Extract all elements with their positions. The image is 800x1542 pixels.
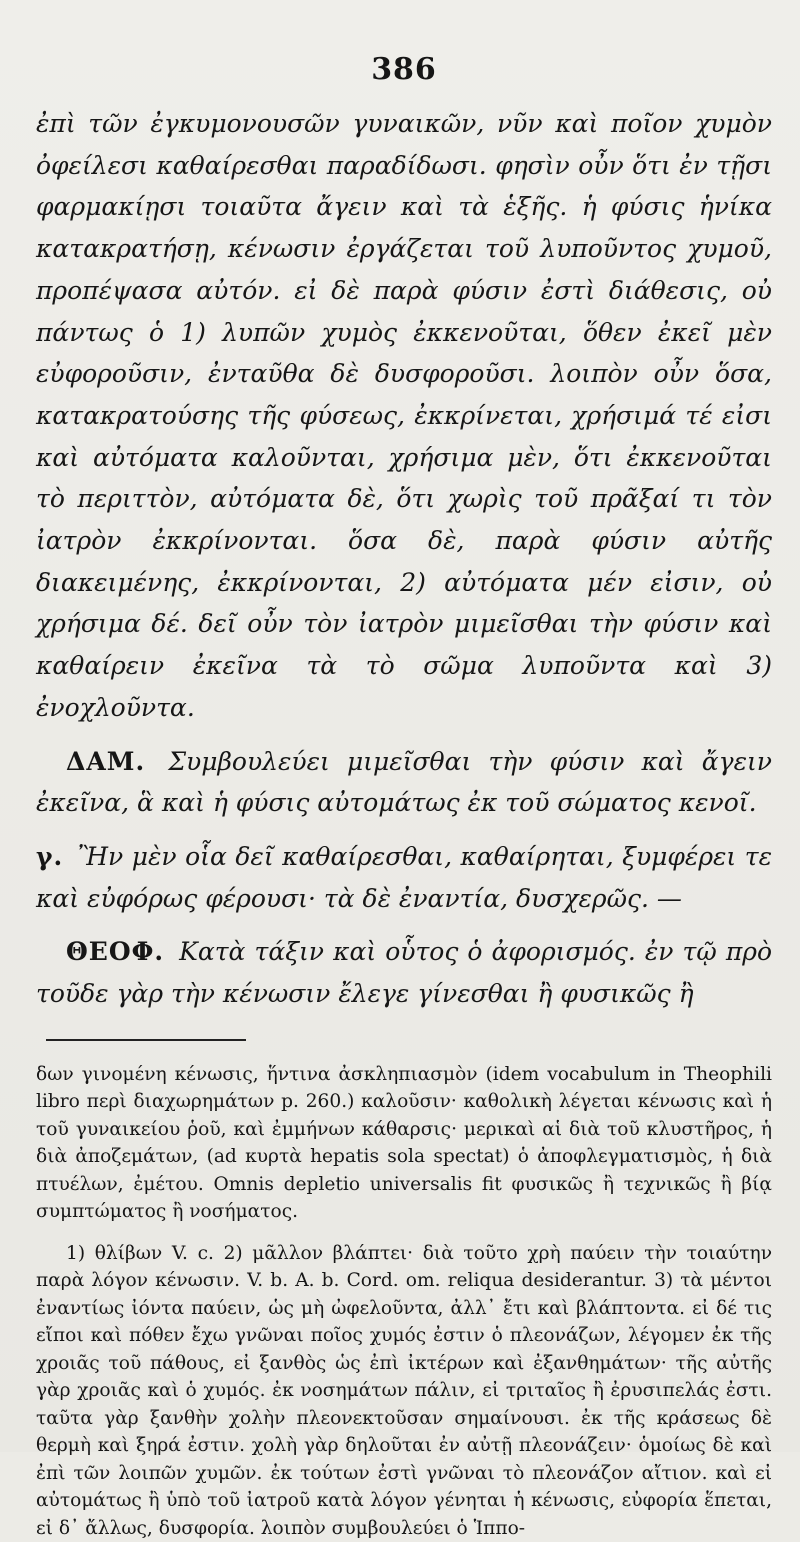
damascius-paragraph	[36, 741, 772, 824]
aphorism-label: γ.	[36, 841, 64, 871]
footnotes	[36, 1061, 772, 1542]
footnote-divider	[46, 1039, 246, 1041]
aphorism-paragraph	[36, 836, 772, 919]
speaker-label: ΘΕΟΦ.	[66, 937, 165, 967]
speaker-label: ΔΑΜ.	[66, 746, 146, 776]
paragraph-text: Συμβουλεύει μιμεῖσθαι τὴν φύσιν καὶ ἄγειν ἐκεῖνα, ἃ καὶ ἡ φύσις αὐτομάτως ἐκ τοῦ σώματος κενοῖ.	[36, 746, 772, 818]
aphorism-text: Ἢν μὲν οἷα δεῖ καθαίρεσθαι, καθαίρηται, ξυμφέρει τε καὶ εὐφόρως φέρουσι· τὰ δὲ ἐναντία, δυσχερῶς. —	[36, 841, 772, 913]
paragraph-text: Κατὰ τάξιν καὶ οὗτος ὁ ἀφορισμός. ἐν τῷ πρὸ τοῦδε γὰρ τὴν κένωσιν ἔλεγε γίνεσθαι ἢ φυσικῶς ἢ	[36, 937, 772, 1009]
footnote-variants: 1) θλίβων V. c. 2) μᾶλλον βλάπτει· διὰ τοῦτο χρὴ παύειν τὴν τοιαύτην παρὰ λόγον κένωσιν. V. b. A. b. Cord. om. reliqua desiderantur. 3) τὰ μέντοι ἐναντίως ἰόντα παύειν, ὡς μὴ ὠφελοῦντα, ἀλλ᾽ ἔτι καὶ βλάπτοντα. εἰ δέ τις εἴποι καὶ πόθεν ἔχω γνῶναι ποῖος χυμός ἐστιν ὁ πλεονάζων, λέγομεν ἐκ τῆς χροιᾶς τοῦ πάθους, εἰ ξανθὸς ὡς ἐπὶ ἰκτέρων καὶ ἐξανθημάτων· τῆς αὐτῆς γὰρ χροιᾶς καὶ ὁ χυμός. ἐκ νοσημάτων πάλιν, εἰ τριταῖος ἢ ἐρυσιπελάς ἐστι. ταῦτα γὰρ ξανθὴν χολὴν πλεονεκτοῦσαν σημαίνουσι. ἐκ τῆς κράσεως δὲ θερμὴ καὶ ξηρά ἐστιν. χολὴ γὰρ δηλοῦται ἐν αὐτῇ πλεονάζειν· ὁμοίως δὲ καὶ ἐπὶ τῶν λοιπῶν χυμῶν. ἐκ τούτων ἐστὶ γνῶναι τὸ πλεονάζον αἴτιον. καὶ εἰ αὐτομάτως ἢ ὑπὸ τοῦ ἰατροῦ κατὰ λόγον γένηται ἡ κένωσις, εὐφορία ἕπεται, εἰ δ᾽ ἄλλως, δυσφορία. λοιπὸν συμβουλεύει ὁ Ἱππο-	[36, 1242, 772, 1539]
footnote-continuation: δων γινομένη κένωσις, ἥντινα ἀσκληπιασμὸν (idem vocabulum in Theophili libro περὶ διαχωρημάτων p. 260.) καλοῦσιν· καθολικὴ λέγεται κένωσις καὶ ἡ τοῦ γυναικείου ῥοῦ, καὶ ἐμμήνων κάθαρσις· μερικαὶ αἱ διὰ τοῦ κλυστῆρος, ἡ διὰ ἀποζεμάτων, (ad κυρτὰ hepatis sola spectat) ὁ ἀποφλεγματισμὸς, ἡ διὰ πτυέλων, ἐμέτου. Omnis depletio universalis fit φυσικῶς ἢ τεχνικῶς ἢ βίᾳ συμπτώματος ἢ νοσήματος.	[36, 1063, 772, 1223]
main-text	[36, 103, 772, 1015]
page-number: 386	[371, 52, 437, 87]
commentary-paragraph: ἐπὶ τῶν ἐγκυμονουσῶν γυναικῶν, νῦν καὶ ποῖον χυμὸν ὀφείλεσι καθαίρεσθαι παραδίδωσι. φησὶν οὖν ὅτι ἐν τῇσι φαρμακίῃσι τοιαῦτα ἄγειν καὶ τὰ ἑξῆς. ἡ φύσις ἡνίκα κατακρατήσῃ, κένωσιν ἐργάζεται τοῦ λυποῦντος χυμοῦ, προπέψασα αὐτόν. εἰ δὲ παρὰ φύσιν ἐστὶ διάθεσις, οὐ πάντως ὁ 1) λυπῶν χυμὸς ἐκκενοῦται, ὅθεν ἐκεῖ μὲν εὐφοροῦσιν, ἐνταῦθα δὲ δυσφοροῦσι. λοιπὸν οὖν ὅσα, κατακρατούσης τῆς φύσεως, ἐκκρίνεται, χρήσιμά τέ εἰσι καὶ αὐτόματα καλοῦνται, χρήσιμα μὲν, ὅτι ἐκκενοῦται τὸ περιττὸν, αὐτόματα δὲ, ὅτι χωρὶς τοῦ πρᾶξαί τι τὸν ἰατρὸν ἐκκρίνονται. ὅσα δὲ, παρὰ φύσιν αὐτῆς διακειμένης, ἐκκρίνονται, 2) αὐτόματα μέν εἰσιν, οὐ χρήσιμα δέ. δεῖ οὖν τὸν ἰατρὸν μιμεῖσθαι τὴν φύσιν καὶ καθαίρειν ἐκεῖνα τὰ τὸ σῶμα λυποῦντα καὶ 3) ἐνοχλοῦντα.	[36, 109, 772, 722]
theophilus-paragraph	[36, 931, 772, 1014]
